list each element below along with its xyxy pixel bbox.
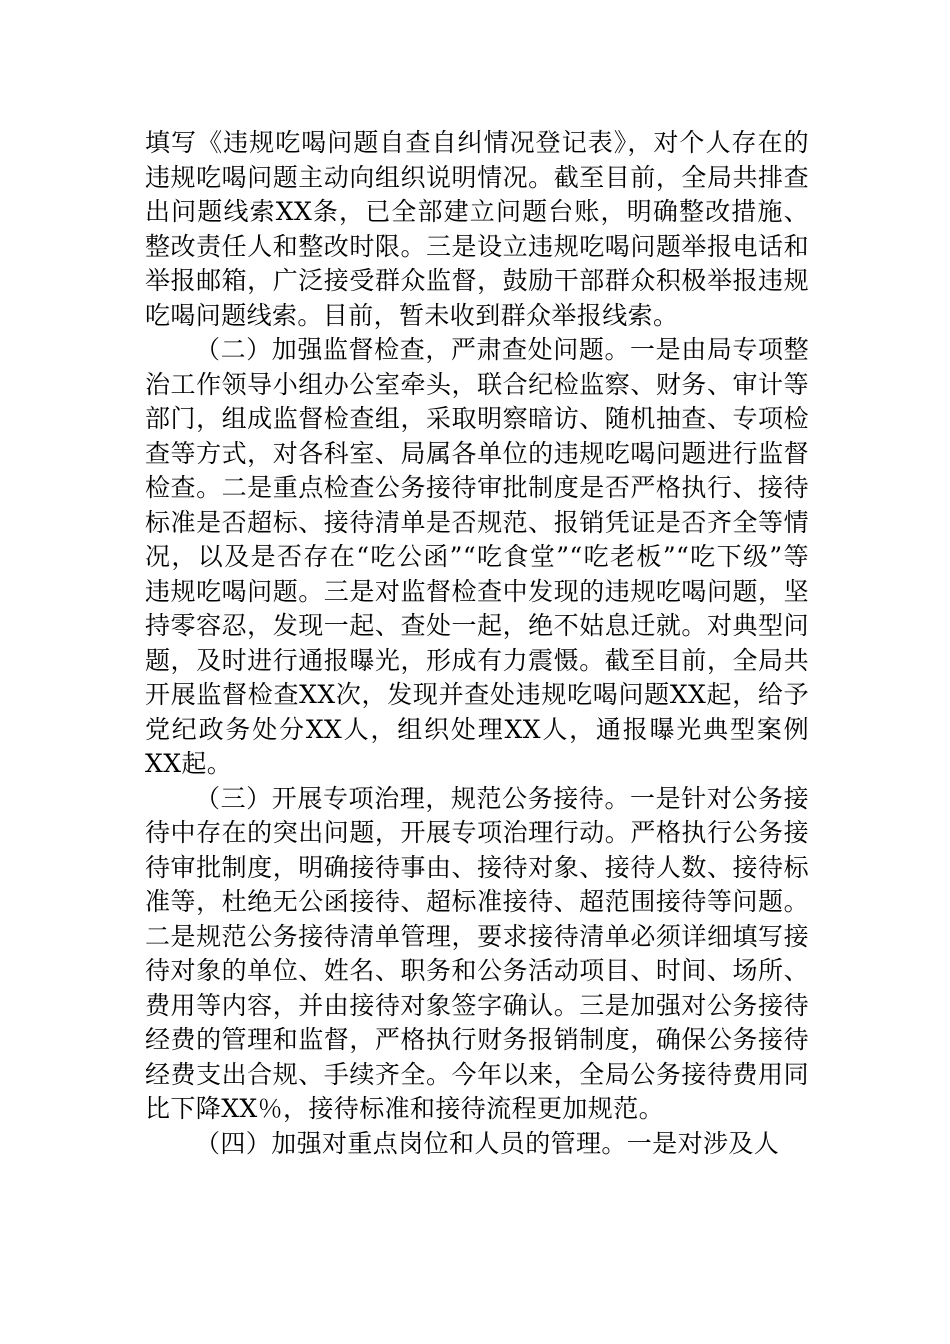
document-body: [145, 126, 809, 1161]
paragraph-continuation: 填写《违规吃喝问题自查自纠情况登记表》，对个人存在的违规吃喝问题主动向组织说明情况。截至目前，全局共排查出问题线索XX条，已全部建立问题台账，明确整改措施、整改责任人和整改时限。三是设立违规吃喝问题举报电话和举报邮箱，广泛接受群众监督，鼓励干部群众积极举报违规吃喝问题线索。目前，暂未收到群众举报线索。: [145, 128, 809, 330]
paragraph-section-2: （二）加强监督检查，严肃查处问题。一是由局专项整治工作领导小组办公室牵头，联合纪检监察、财务、审计等部门，组成监督检查组，采取明察暗访、随机抽查、专项检查等方式，对各科室、局属各单位的违规吃喝问题进行监督检查。二是重点检查公务接待审批制度是否严格执行、接待标准是否超标、接待清单是否规范、报销凭证是否齐全等情况，以及是否存在“吃公函”“吃食堂”“吃老板”“吃下级”等违规吃喝问题。三是对监督检查中发现的违规吃喝问题，坚持零容忍，发现一起、查处一起，绝不姑息迁就。对典型问题，及时进行通报曝光，形成有力震慑。截至目前，全局共开展监督检查XX次，发现并查处违规吃喝问题XX起，给予党纪政务处分XX人，组织处理XX人，通报曝光典型案例XX起。: [145, 335, 809, 778]
paragraph-section-3: （三）开展专项治理，规范公务接待。一是针对公务接待中存在的突出问题，开展专项治理行动。严格执行公务接待审批制度，明确接待事由、接待对象、接待人数、接待标准等，杜绝无公函接待、超标准接待、超范围接待等问题。二是规范公务接待清单管理，要求接待清单必须详细填写接待对象的单位、姓名、职务和公务活动项目、时间、场所、费用等内容，并由接待对象签字确认。三是加强对公务接待经费的管理和监督，严格执行财务报销制度，确保公务接待经费支出合规、手续齐全。今年以来，全局公务接待费用同比下降XX％，接待标准和接待流程更加规范。: [145, 783, 809, 1123]
paragraph-section-4: （四）加强对重点岗位和人员的管理。一是对涉及人: [195, 1128, 780, 1158]
